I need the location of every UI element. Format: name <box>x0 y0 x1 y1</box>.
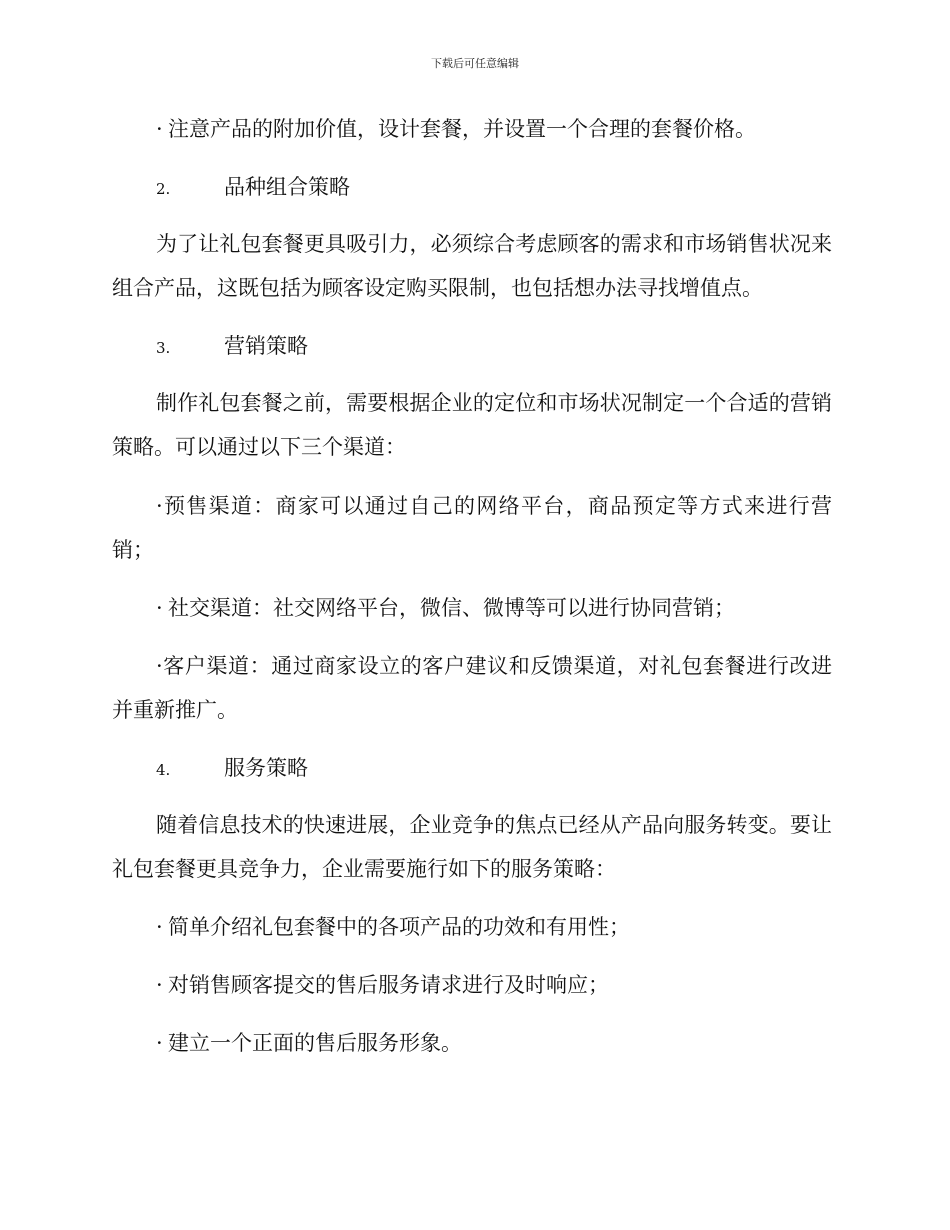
bullet-item <box>112 644 832 732</box>
bullet-symbol: · <box>156 117 163 141</box>
bullet-text: 注意产品的附加价值，设计套餐，并设置一个合理的套餐价格。 <box>168 117 756 141</box>
section-title: 服务策略 <box>224 756 308 780</box>
bullet-symbol: · <box>156 654 163 678</box>
section-4-paragraph: 随着信息技术的快速进展，企业竞争的焦点已经从产品向服务转变。要让礼包套餐更具竞争力，企业需要施行如下的服务策略： <box>112 813 832 881</box>
bullet-item <box>156 1028 462 1058</box>
section-number: 2. <box>156 180 171 198</box>
section-3-paragraph: 制作礼包套餐之前，需要根据企业的定位和市场状况制定一个合适的营销策略。可以通过以下三个渠道： <box>112 391 832 459</box>
section-2-paragraph: 为了让礼包套餐更具吸引力，必须综合考虑顾客的需求和市场销售状况来组合产品，这既包括为顾客设定购买限制，也包括想办法寻找增值点。 <box>112 232 832 300</box>
bullet-symbol: · <box>156 915 163 939</box>
bullet-text: 客户渠道：通过商家设立的客户建议和反馈渠道，对礼包套餐进行改进并重新推广。 <box>112 654 832 722</box>
section-title: 营销策略 <box>224 334 308 358</box>
section-heading-2 <box>156 172 350 204</box>
bullet-intro <box>156 114 756 144</box>
bullet-symbol: · <box>156 494 163 518</box>
bullet-item <box>156 970 609 1000</box>
header-note: 下载后可任意编辑 <box>431 57 519 70</box>
bullet-text: 社交渠道：社交网络平台，微信、微博等可以进行协同营销； <box>168 596 735 620</box>
bullet-item <box>112 484 832 572</box>
bullet-text: 简单介绍礼包套餐中的各项产品的功效和有用性； <box>168 915 630 939</box>
bullet-symbol: · <box>156 973 163 997</box>
bullet-text: 建立一个正面的售后服务形象。 <box>168 1031 462 1055</box>
bullet-item <box>156 593 735 623</box>
bullet-text: 对销售顾客提交的售后服务请求进行及时响应； <box>168 973 609 997</box>
section-heading-3 <box>156 331 308 363</box>
bullet-symbol: · <box>156 1031 163 1055</box>
section-heading-4 <box>156 753 308 785</box>
bullet-symbol: · <box>156 596 163 620</box>
bullet-text: 预售渠道：商家可以通过自己的网络平台，商品预定等方式来进行营销； <box>112 494 832 562</box>
section-number: 4. <box>156 761 171 779</box>
bullet-item <box>156 912 630 942</box>
section-number: 3. <box>156 339 171 357</box>
section-title: 品种组合策略 <box>224 175 350 199</box>
